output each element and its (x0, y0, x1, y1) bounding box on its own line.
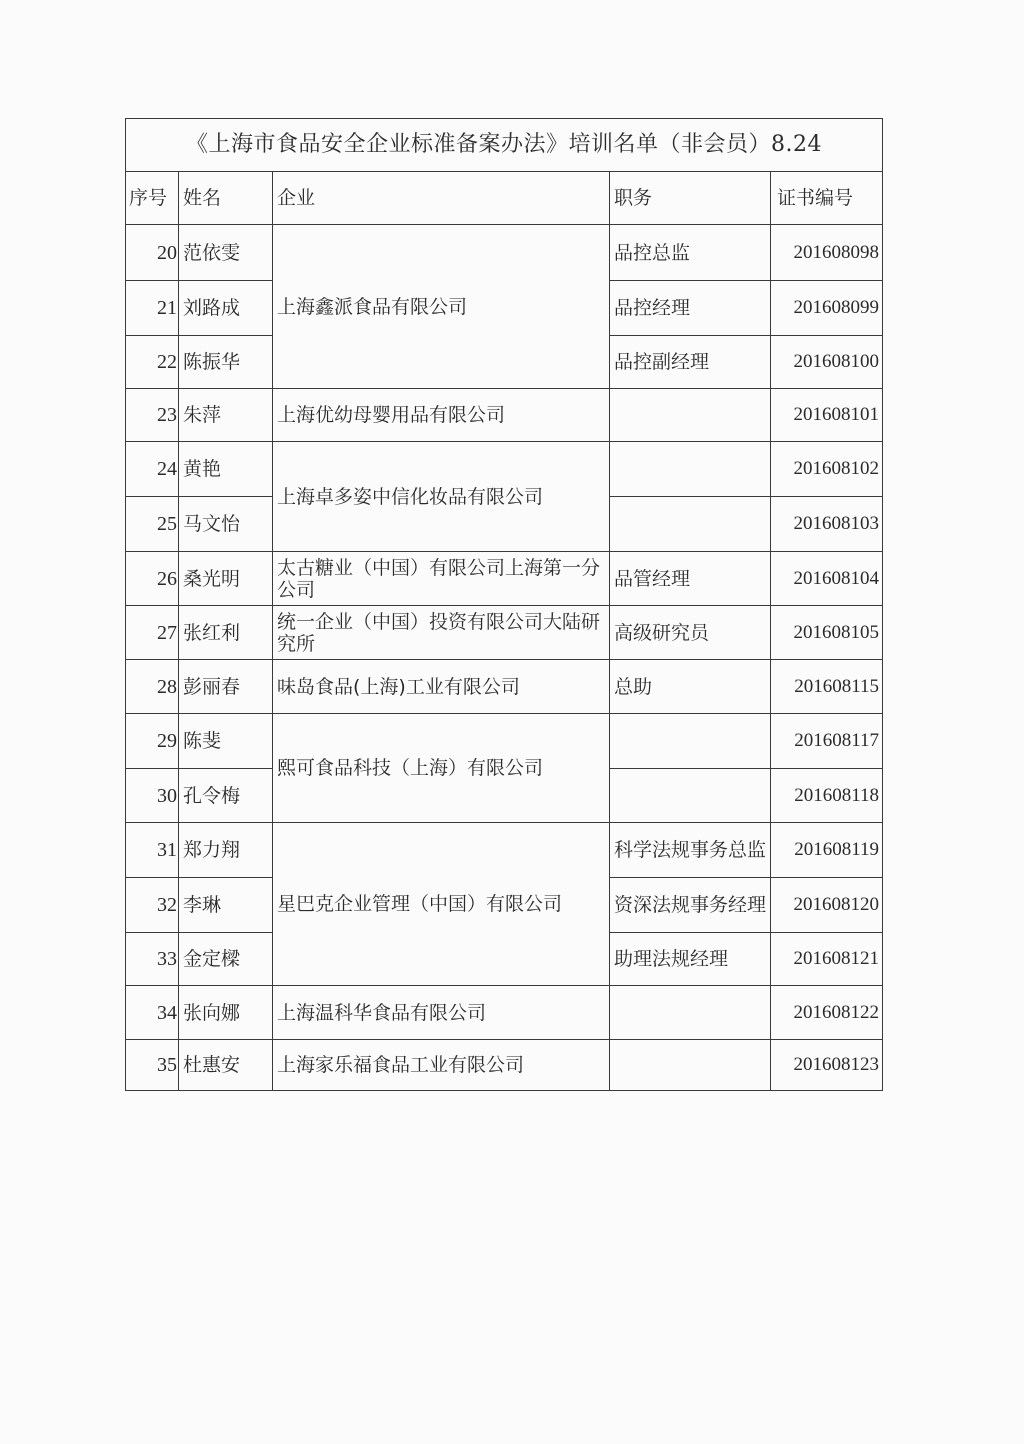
row-cert: 201608102 (771, 442, 883, 497)
row-position (610, 389, 771, 442)
row-position: 品控经理 (610, 281, 771, 336)
table-row (126, 389, 883, 442)
row-name: 陈振华 (179, 336, 273, 389)
header-position: 职务 (610, 172, 771, 225)
table-row (126, 606, 883, 660)
row-name: 刘路成 (179, 281, 273, 336)
table-title: 《上海市食品安全企业标准备案办法》培训名单（非会员）8.24 (126, 119, 883, 172)
row-cert: 201608098 (771, 225, 883, 281)
row-position (610, 823, 771, 878)
table-row (126, 660, 883, 714)
row-name: 马文怡 (179, 497, 273, 552)
row-cert: 201608100 (771, 336, 883, 389)
row-org: 味岛食品(上海)工业有限公司 (273, 660, 610, 714)
header-no: 序号 (126, 172, 179, 225)
row-cert: 201608105 (771, 606, 883, 660)
row-position (610, 878, 771, 933)
row-position: 总助 (610, 660, 771, 714)
row-org: 熙可食品科技（上海）有限公司 (273, 714, 610, 823)
row-position (610, 442, 771, 497)
row-cert: 201608122 (771, 986, 883, 1040)
row-cert: 201608119 (771, 823, 883, 878)
row-no: 25 (126, 497, 179, 552)
row-position: 高级研究员 (610, 606, 771, 660)
row-org: 上海家乐福食品工业有限公司 (273, 1040, 610, 1091)
header-org: 企业 (273, 172, 610, 225)
row-cert: 201608120 (771, 878, 883, 933)
row-no: 32 (126, 878, 179, 933)
row-org (273, 552, 610, 606)
row-org: 上海鑫派食品有限公司 (273, 225, 610, 389)
row-name: 张红利 (179, 606, 273, 660)
row-name: 黄艳 (179, 442, 273, 497)
row-cert: 201608121 (771, 933, 883, 986)
row-cert: 201608115 (771, 660, 883, 714)
row-cert: 201608118 (771, 769, 883, 823)
table-row (126, 442, 883, 497)
row-no: 26 (126, 552, 179, 606)
row-name: 李琳 (179, 878, 273, 933)
table-row (126, 986, 883, 1040)
row-no: 34 (126, 986, 179, 1040)
row-position (610, 714, 771, 769)
row-no: 23 (126, 389, 179, 442)
row-position: 品管经理 (610, 552, 771, 606)
row-org: 上海优幼母婴用品有限公司 (273, 389, 610, 442)
row-position-text: 资深法规事务经理 (614, 894, 767, 916)
row-name: 陈斐 (179, 714, 273, 769)
row-org-text: 统一企业（中国）投资有限公司大陆研究所 (277, 610, 601, 655)
row-position (610, 1040, 771, 1091)
table-row (126, 1040, 883, 1091)
row-no: 33 (126, 933, 179, 986)
row-name: 金定樑 (179, 933, 273, 986)
row-position: 品控副经理 (610, 336, 771, 389)
row-no: 29 (126, 714, 179, 769)
row-cert: 201608099 (771, 281, 883, 336)
row-name: 张向娜 (179, 986, 273, 1040)
row-position (610, 986, 771, 1040)
row-no: 30 (126, 769, 179, 823)
header-row (126, 172, 883, 225)
row-org: 上海卓多姿中信化妆品有限公司 (273, 442, 610, 552)
row-no: 22 (126, 336, 179, 389)
table-row (126, 714, 883, 769)
table-row (126, 823, 883, 878)
row-position (610, 497, 771, 552)
row-cert: 201608103 (771, 497, 883, 552)
row-position: 助理法规经理 (610, 933, 771, 986)
row-org (273, 606, 610, 660)
row-cert: 201608117 (771, 714, 883, 769)
table-row (126, 552, 883, 606)
row-cert: 201608101 (771, 389, 883, 442)
row-no: 35 (126, 1040, 179, 1091)
row-org: 星巴克企业管理（中国）有限公司 (273, 823, 610, 986)
row-no: 21 (126, 281, 179, 336)
row-org: 上海温科华食品有限公司 (273, 986, 610, 1040)
row-position (610, 769, 771, 823)
row-cert: 201608104 (771, 552, 883, 606)
row-name: 彭丽春 (179, 660, 273, 714)
row-no: 31 (126, 823, 179, 878)
row-name: 桑光明 (179, 552, 273, 606)
row-no: 27 (126, 606, 179, 660)
row-name: 杜惠安 (179, 1040, 273, 1091)
row-position: 品控总监 (610, 225, 771, 281)
training-roster-table (125, 118, 883, 1091)
row-name: 孔令梅 (179, 769, 273, 823)
row-name: 郑力翔 (179, 823, 273, 878)
row-name: 朱萍 (179, 389, 273, 442)
row-position-text: 科学法规事务总监 (614, 839, 767, 861)
header-name: 姓名 (179, 172, 273, 225)
row-cert: 201608123 (771, 1040, 883, 1091)
table-row (126, 225, 883, 281)
row-no: 24 (126, 442, 179, 497)
row-org-text: 太古糖业（中国）有限公司上海第一分公司 (277, 556, 601, 601)
header-cert: 证书编号 (771, 172, 883, 225)
row-no: 20 (126, 225, 179, 281)
row-no: 28 (126, 660, 179, 714)
row-name: 范依雯 (179, 225, 273, 281)
